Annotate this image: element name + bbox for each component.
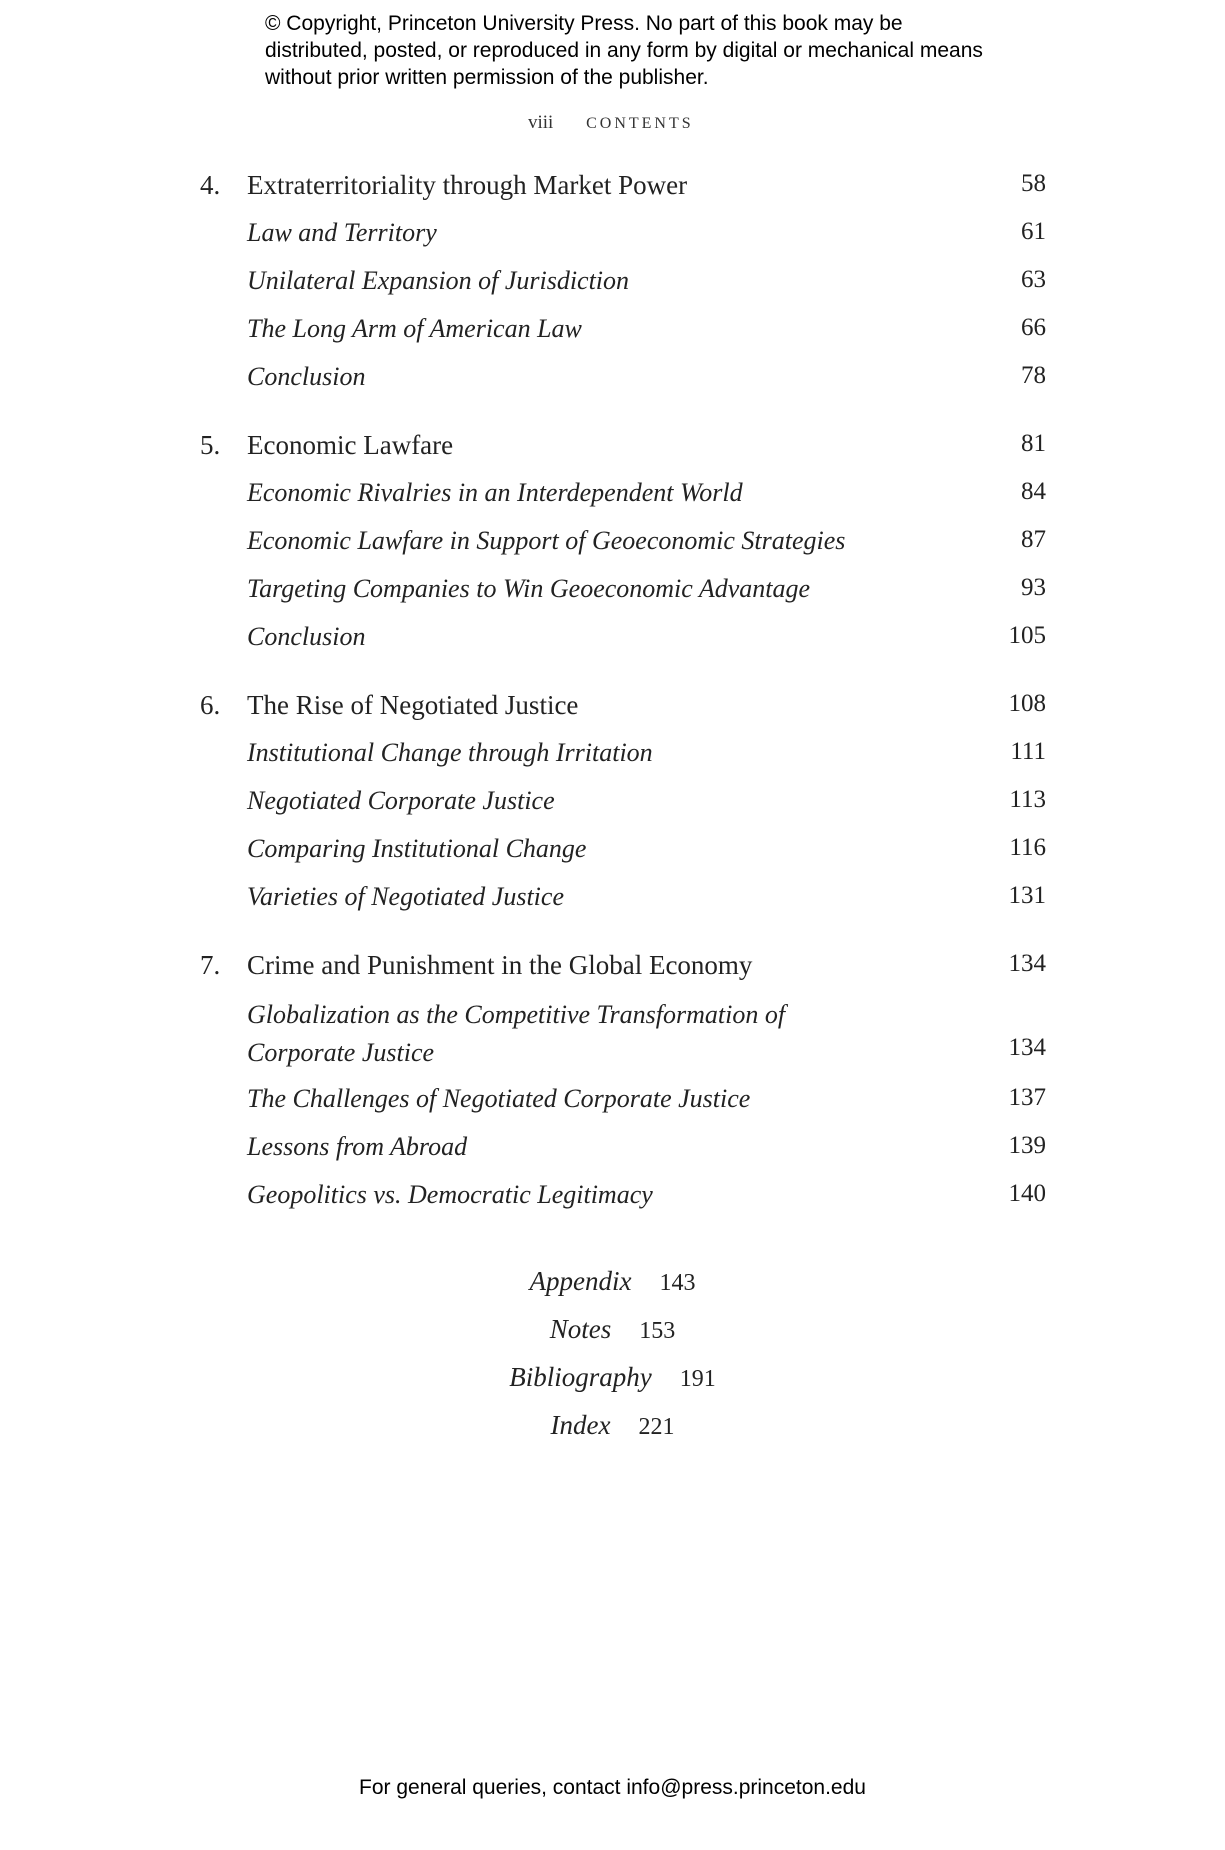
section-page: 66 bbox=[1021, 314, 1046, 341]
chapter-title: Extraterritoriality through Market Power bbox=[247, 170, 688, 200]
section-title: Geopolitics vs. Democratic Legitimacy bbox=[247, 1180, 653, 1209]
section-page: 63 bbox=[1021, 266, 1046, 293]
copyright-notice: © Copyright, Princeton University Press. No part of this book may be distributed, posted, or reproduced in any form by digital or mechanical means without prior written permission of the publisher. bbox=[265, 12, 983, 89]
toc-section[interactable] bbox=[0, 574, 1225, 614]
section-page: 87 bbox=[1021, 526, 1046, 553]
toc-section[interactable] bbox=[0, 218, 1225, 258]
toc-section[interactable] bbox=[0, 738, 1225, 778]
toc-chapter-5[interactable] bbox=[0, 430, 1225, 470]
toc-back-matter-index[interactable] bbox=[0, 1410, 1225, 1441]
section-title: Economic Rivalries in an Interdependent World bbox=[247, 478, 743, 507]
toc-back-matter-appendix[interactable] bbox=[0, 1266, 1225, 1297]
toc-section[interactable] bbox=[0, 1180, 1225, 1220]
toc-section[interactable] bbox=[0, 478, 1225, 518]
section-page: 131 bbox=[1008, 882, 1046, 909]
page-folio: viii bbox=[528, 112, 554, 133]
back-matter-title: Notes bbox=[549, 1314, 612, 1344]
section-title: Negotiated Corporate Justice bbox=[247, 786, 555, 815]
section-title: Comparing Institutional Change bbox=[247, 834, 587, 863]
running-head bbox=[528, 112, 694, 134]
section-title: The Long Arm of American Law bbox=[247, 314, 582, 343]
chapter-number: 4. bbox=[200, 170, 221, 200]
chapter-title: Economic Lawfare bbox=[247, 430, 454, 460]
toc-section[interactable] bbox=[0, 834, 1225, 874]
back-matter-page: 221 bbox=[638, 1414, 675, 1440]
section-title: Conclusion bbox=[247, 362, 366, 391]
section-page: 139 bbox=[1008, 1132, 1046, 1159]
section-title: Conclusion bbox=[247, 622, 366, 651]
section-page: 113 bbox=[1009, 786, 1046, 813]
section-title: Targeting Companies to Win Geoeconomic Advantage bbox=[247, 574, 811, 603]
chapter-number: 6. bbox=[200, 690, 221, 720]
running-head-title: CONTENTS bbox=[586, 115, 694, 132]
toc-section[interactable] bbox=[0, 362, 1225, 402]
section-page: 137 bbox=[1008, 1084, 1046, 1111]
section-page: 140 bbox=[1008, 1180, 1046, 1207]
back-matter-title: Appendix bbox=[529, 1266, 632, 1296]
section-title: Law and Territory bbox=[247, 218, 437, 247]
back-matter-page: 153 bbox=[639, 1318, 676, 1344]
toc-chapter-7[interactable] bbox=[0, 950, 1225, 990]
section-title: The Challenges of Negotiated Corporate Justice bbox=[247, 1084, 751, 1113]
toc-section[interactable] bbox=[0, 786, 1225, 826]
section-page: 134 bbox=[1008, 1034, 1046, 1061]
chapter-page: 81 bbox=[1021, 430, 1046, 457]
chapter-page: 108 bbox=[1008, 690, 1046, 717]
chapter-number: 5. bbox=[200, 430, 221, 460]
toc-section[interactable] bbox=[0, 1084, 1225, 1124]
section-title: Institutional Change through Irritation bbox=[247, 738, 653, 767]
back-matter-title: Index bbox=[550, 1410, 611, 1440]
section-page: 61 bbox=[1021, 218, 1046, 245]
section-page: 84 bbox=[1021, 478, 1046, 505]
section-page: 105 bbox=[1008, 622, 1046, 649]
section-page: 116 bbox=[1009, 834, 1046, 861]
toc-section[interactable] bbox=[0, 996, 1225, 1076]
section-page: 78 bbox=[1021, 362, 1046, 389]
section-title: Economic Lawfare in Support of Geoeconomic Strategies bbox=[247, 526, 846, 555]
back-matter-page: 191 bbox=[679, 1366, 716, 1392]
toc-section[interactable] bbox=[0, 1132, 1225, 1172]
toc-section[interactable] bbox=[0, 882, 1225, 922]
section-title: Lessons from Abroad bbox=[247, 1132, 468, 1161]
chapter-page: 134 bbox=[1008, 950, 1046, 977]
toc-back-matter-notes[interactable] bbox=[0, 1314, 1225, 1345]
toc-back-matter-bibliography[interactable] bbox=[0, 1362, 1225, 1393]
section-title: Unilateral Expansion of Jurisdiction bbox=[247, 266, 630, 295]
chapter-number: 7. bbox=[200, 950, 221, 980]
toc-section[interactable] bbox=[0, 266, 1225, 306]
section-title: Varieties of Negotiated Justice bbox=[247, 882, 564, 911]
chapter-title: Crime and Punishment in the Global Economy bbox=[247, 950, 753, 980]
section-title: Globalization as the Competitive Transformation of Corporate Justice bbox=[247, 1000, 786, 1067]
contact-footer: For general queries, contact info@press.princeton.edu bbox=[359, 1776, 866, 1799]
toc-section[interactable] bbox=[0, 314, 1225, 354]
section-page: 111 bbox=[1010, 738, 1046, 765]
back-matter-page: 143 bbox=[659, 1270, 696, 1296]
section-page: 93 bbox=[1021, 574, 1046, 601]
toc-section[interactable] bbox=[0, 526, 1225, 566]
toc-section[interactable] bbox=[0, 622, 1225, 662]
chapter-page: 58 bbox=[1021, 170, 1046, 197]
chapter-title: The Rise of Negotiated Justice bbox=[247, 690, 579, 720]
toc-chapter-4[interactable] bbox=[0, 170, 1225, 210]
back-matter-title: Bibliography bbox=[509, 1362, 652, 1392]
toc-chapter-6[interactable] bbox=[0, 690, 1225, 730]
